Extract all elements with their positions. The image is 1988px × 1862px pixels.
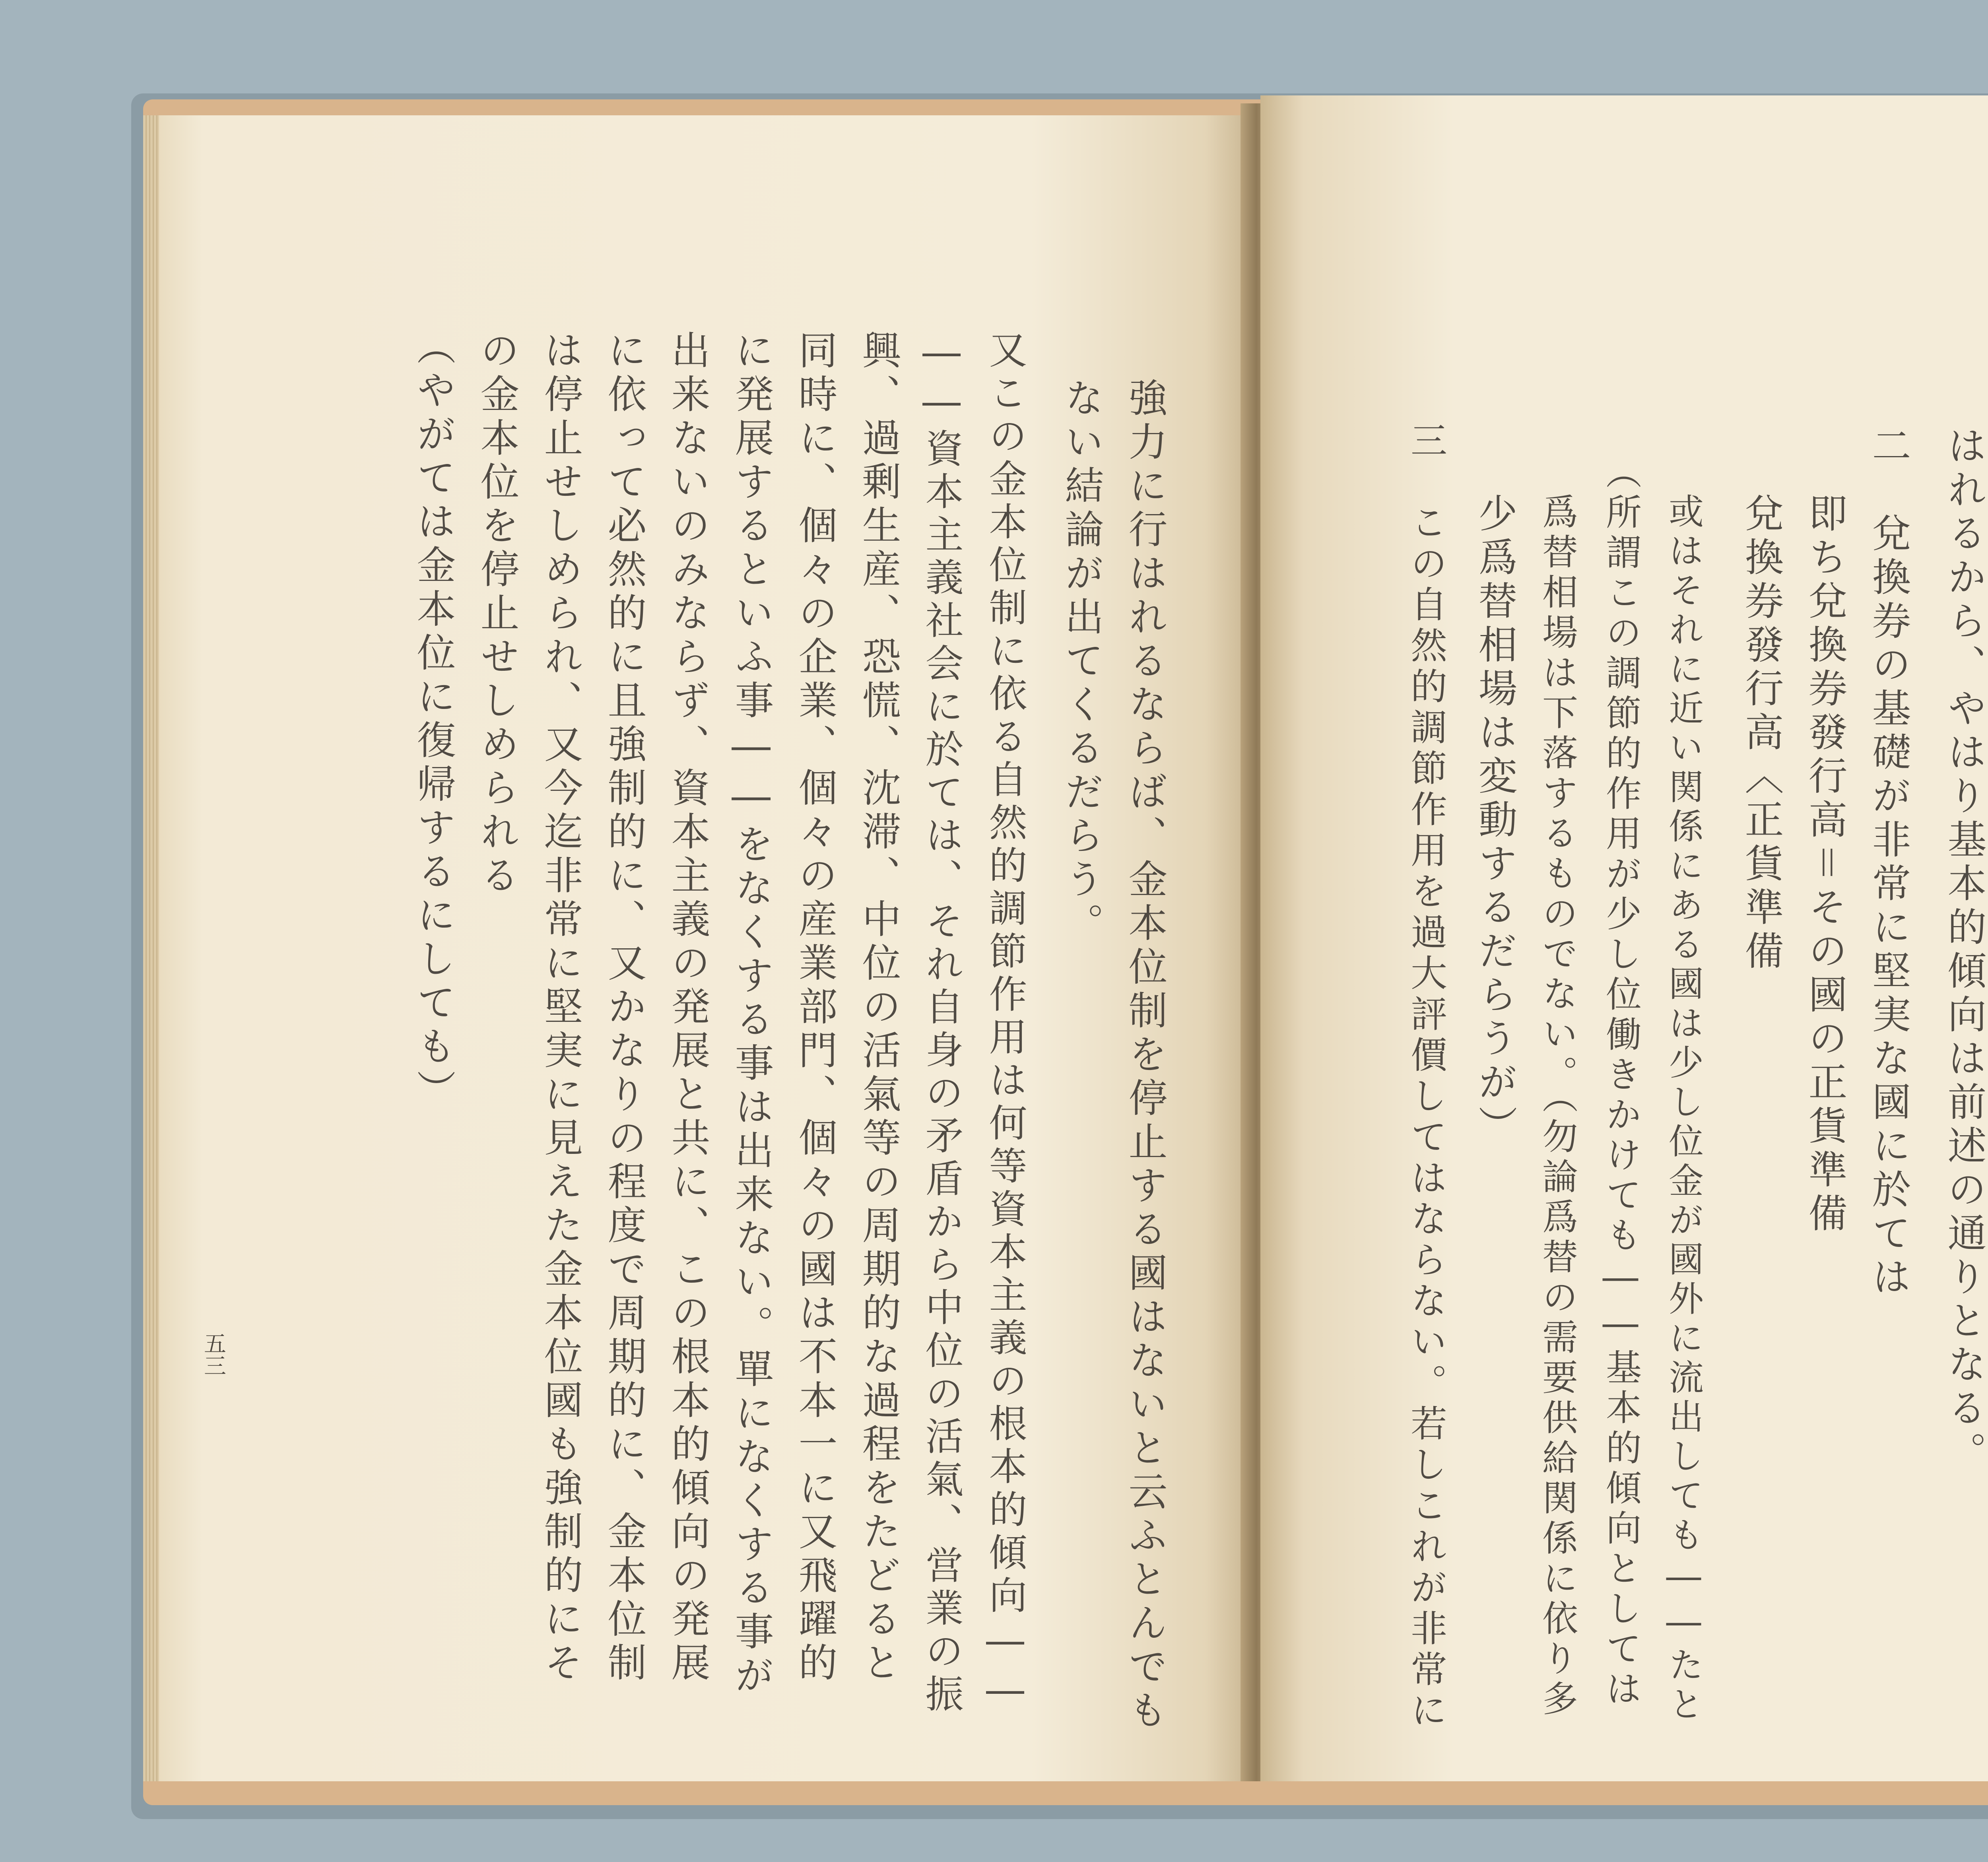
text-column: は停止せしめられ、又今迄非常に堅実に見えた金本位國も強制的にそ (538, 330, 583, 1686)
left-page (159, 115, 1248, 1781)
text-column: 出来ないのみならず、資本主義の発展と共に、この根本的傾向の発展 (665, 330, 710, 1686)
text-column: 二 兌換券の基礎が非常に堅実な國に於ては (1866, 425, 1911, 1300)
text-column: に発展するといふ事――をなくする事は出来ない。單になくする事が (728, 330, 774, 1699)
text-column: はれるから、やはり基本的傾向は前述の通りとなる。 (1941, 425, 1986, 1475)
right-page (1260, 95, 1988, 1781)
text-column: 又この金本位制に依る自然的調節作用は何等資本主義の根本的傾向―― (983, 330, 1027, 1717)
text-column: 強力に行はれるならば、金本位制を停止する國はないと云ふとんでも (1122, 378, 1167, 1734)
text-column: 爲替相場は下落するものでない。（勿論爲替の需要供給関係に依り多 (1536, 493, 1578, 1720)
text-column: 同時に、個々の企業、個々の産業部門、個々の國は不本一に又飛躍的 (792, 330, 837, 1686)
text-column: 三 この自然的調節作用を過大評價してはならない。若しこれが非常に (1405, 421, 1447, 1732)
text-column: に依って必然的に且強制的に、又かなりの程度で周期的に、金本位制 (601, 330, 646, 1686)
text-column: （所謂この調節的作用が少し位働きかけても――基本的傾向としては (1600, 453, 1641, 1710)
text-column: ――資本主義社会に於ては、それ自身の矛盾から中位の活氣、営業の振 (919, 330, 964, 1717)
text-column: 兌換券發行高〈正貨準備 (1738, 493, 1784, 974)
text-column: の金本位を停止せしめられる (474, 330, 519, 899)
text-column: 即ち兌換券發行高＝その國の正貨準備 (1802, 493, 1847, 1237)
text-column: 或はそれに近い関係にある國は少し位金が國外に流出しても――たと (1663, 493, 1704, 1725)
text-column: ない結論が出てくるだらう。 (1058, 378, 1104, 946)
text-column: （やがては金本位に復帰するにしても） (410, 326, 456, 1113)
left-page-number: 五三 (200, 1332, 226, 1377)
text-column: 興、過剰生産、恐慌、沈滞、中位の活氣等の周期的な過程をたどると (856, 330, 901, 1686)
text-column: 少爲替相場は変動するだらうが） (1472, 493, 1517, 1149)
